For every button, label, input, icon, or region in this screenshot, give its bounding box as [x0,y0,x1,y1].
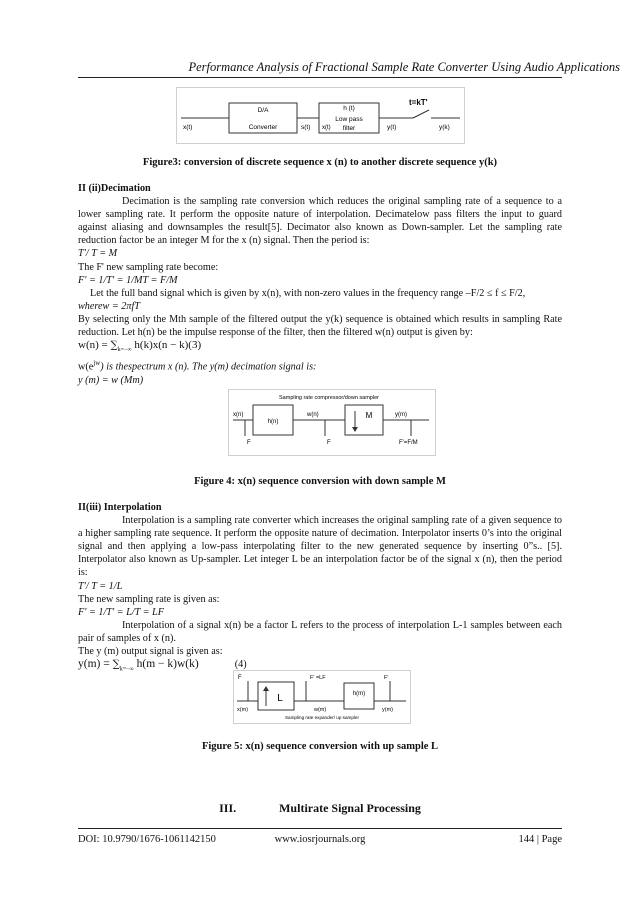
downsampler-block [345,405,383,435]
Fp1-label: F' =LF [310,675,326,681]
eq4-left: y(m) = [78,658,113,671]
xt2-label: x(t) [322,125,331,131]
full-band-text: Let the full band signal which is given by x(n), with non-zero values in the frequency range –F/2 ≤ f ≤ F/2, [90,287,526,299]
figure-5-svg [234,671,410,723]
xt-label: x(t) [183,124,193,131]
spectrum-sup: jw [93,359,101,368]
running-header: Performance Analysis of Fractional Sample Rate Converter Using Audio Applications [188,60,620,74]
decimation-heading: II (ii)Decimation [78,183,151,194]
spectrum-rest: ) is thespectrum x (n). The y(m) decimation signal is: [100,361,317,373]
yk-label: y(k) [439,124,450,131]
lowpass-label: Low pass [335,116,363,123]
section-3-title: Multirate Signal Processing [279,801,421,815]
footer-doi: DOI: 10.9790/1676-1061142150 [78,834,216,845]
da-label: D/A [257,107,269,114]
interpolation-new-rate-intro: The new sampling rate is given as: [78,593,220,605]
interpolation-paragraph-2: Interpolation of a signal x(n) be a factor L refers to the process of interpolation L-1 samples between each pair of samples of x (n). [78,619,562,644]
decimation-period-eq: T'/ T = M [78,248,118,260]
eq4-limits: k=−∞ [119,666,134,673]
wn-label: w(n) [307,412,319,418]
L-label: L [277,693,283,704]
interpolation-period-eq: T'/ T = 1/L [78,580,123,592]
up-arrow-head [263,686,269,691]
converter-label: Converter [248,124,278,131]
figure-4-caption: Figure 4: x(n) sequence conversion with down sample M [194,476,446,487]
hn-label: h(n) [267,419,279,425]
fig5-title: Sampling rate expander/ up sampler [284,715,360,720]
sampling-switch [413,110,429,118]
decimation-section [78,182,562,387]
eq3-limits: k=−∞ [117,347,132,354]
Fp2-label: F' [384,675,389,681]
hm-label: h(m) [352,691,366,697]
section-3-heading [78,801,562,816]
figure-5-diagram [233,670,411,724]
eq3-right: h(k)x(n − k)(3) [131,339,202,352]
F2-label: F [327,440,331,446]
yt-label: y(t) [387,124,397,131]
eq4-number: (4) [234,659,247,671]
eq4-right: h(m − k)w(k) [133,658,199,671]
down-arrow-head [352,427,358,432]
upsampler-block [258,682,294,710]
F-label: F [238,675,242,681]
xm-label: x(m) [237,707,248,713]
decimation-rate-eq: F' = 1/T' = 1/MT = F/M [78,274,178,286]
eq3-left: w(n) = [78,339,111,352]
omega-definition: wherew = 2πfT [78,300,140,312]
footer-page: 144 | Page [518,834,562,845]
interpolation-heading: II(iii) Interpolation [78,502,162,513]
output-intro: The y (m) output signal is given as: [78,646,223,658]
wm-label: w(m) [314,707,327,713]
footer-site: www.iosrjournals.org [274,834,366,845]
interpolation-rate-eq: F' = 1/T' = L/T = LF [78,606,164,618]
eq3-sum: ∑ [110,340,118,352]
spectrum-w: w(e [78,361,94,373]
ht-label: h (t) [343,105,355,112]
ym-label: y(m) [395,412,407,418]
filter-label: filter [342,125,356,132]
equation-3 [78,339,562,357]
st-label: s(t) [301,124,311,131]
eq4-sum: ∑ [112,659,120,671]
decimation-paragraph: Decimation is the sampling rate conversion which reduces the original sampling rate of a sequence to a lower sampling rate. It perform the opposite nature of interpolation. Decimatelow pass filters the input to guard against aliasing and downsamples the result[5]. Decimator also known as Down-sampler. Let the sampling rate reduction factor be an integer M for the x (n) signal. Then the period is: [78,196,562,247]
xn-label: x(n) [233,412,244,418]
spectrum-line [78,357,562,373]
figure-4-svg [229,390,435,455]
figure-4-diagram [228,389,436,456]
figure-5-caption: Figure 5: x(n) sequence conversion with up sample L [201,741,439,752]
decimation-new-rate-intro: The F' new sampling rate become: [78,261,219,273]
header-rule [78,77,562,78]
interpolation-paragraph: Interpolation is a sampling rate converter which increases the original sampling rate of a given sequence to a higher sampling rate sequence. It perform the opposite nature of decimation. Interpolator inserts 0’s into the original signal and then applying a low-pass interpolating filter to the new generated sequence by inserting 0”s.. [5]. Interpolator also known as Up-sampler. Let integer L be an interpolation factor be of the signal x (n), then the period is: [78,515,562,579]
selecting-text: By selecting only the Mth sample of the filtered output the y(k) sequence is obtained which results in sampling Rate reduction. Let h(n) be the impulse response of the filter, then the filtered w(n) output is given by: [78,313,562,339]
footer-rule [78,828,562,829]
figure-3-diagram [176,87,465,144]
interpolation-section [78,501,562,677]
sampling-label: t=kT' [409,98,428,107]
ym-label: y(m) [382,707,393,713]
fig4-title: Sampling rate compressor/down sampler [279,395,379,401]
figure-3-svg [177,88,464,143]
M-label: M [365,411,373,420]
F-label: F [247,440,251,446]
figure-3-caption: Figure3: conversion of discrete sequence x (n) to another discrete sequence y(k) [142,157,498,168]
Fout-label: F'=F/M [399,440,418,446]
section-3-number: III. [219,801,237,815]
ym-decimation-eq: y (m) = w (Mm) [78,374,144,386]
